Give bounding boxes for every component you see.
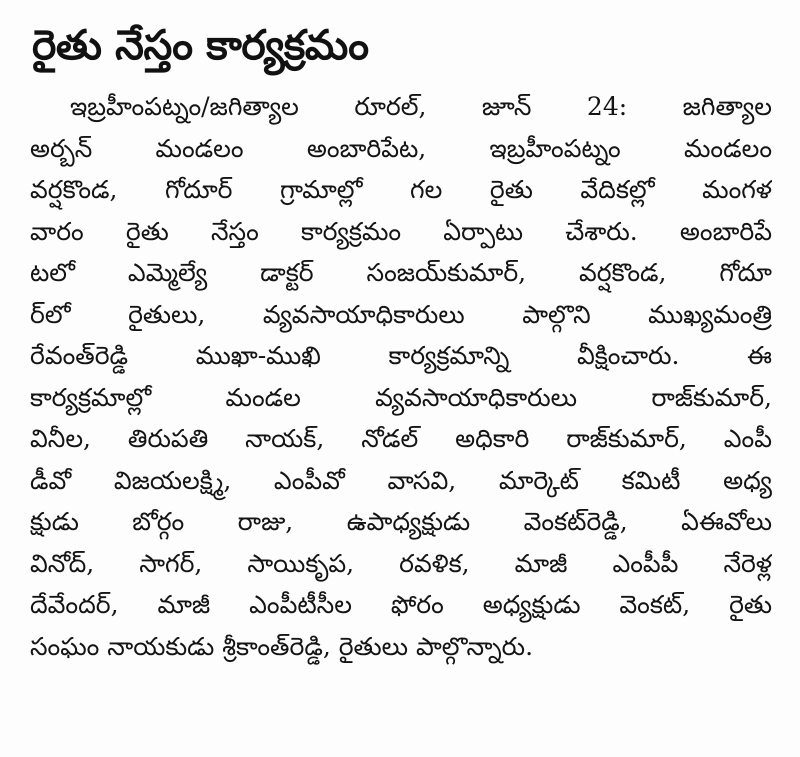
article-line: వినోద్, సాగర్, సాయికృప, రవళిక, మాజీ ఎంపీపీ నేరెళ్ల — [30, 548, 772, 578]
article-line: కార్యక్రమాల్లో మండల వ్యవసాయాధికారులు రాజ్‌కుమార్, — [30, 382, 772, 412]
article-line: క్షుడు బోర్గం రాజు, ఉపాధ్యక్షుడు వెంకట్‌రెడ్డి, ఏఈవోలు — [30, 507, 772, 536]
article-line: అర్బన్ మండలం అంబారిపేట, ఇబ్రహీంపట్నం మండలం — [30, 133, 772, 163]
article-line: ఇబ్రహీంపట్నం/జగిత్యాల రూరల్, జూన్ 24: జగిత్యాల — [70, 92, 772, 121]
article-line: డీవో విజయలక్ష్మి, ఎంపీవో వాసవి, మార్కెట్ కమిటీ అధ్య — [30, 465, 772, 495]
article-line: సంఘం నాయకుడు శ్రీకాంత్‌రెడ్డి, రైతులు పాల్గొన్నారు. — [30, 631, 534, 661]
article-line: వర్షకొండ, గోదూర్ గ్రామాల్లో గల రైతు వేదికల్లో మంగళ — [30, 175, 772, 204]
article-line: టలో ఎమ్మెల్యే డాక్టర్ సంజయ్‌కుమార్, వర్షకొండ, గోదూ — [30, 258, 772, 287]
article-line: రేవంత్‌రెడ్డి ముఖా-ముఖి కార్యక్రమాన్ని వీక్షించారు. ఈ — [30, 341, 772, 370]
article-line: వినీల, తిరుపతి నాయక్, నోడల్ అధికారి రాజ్‌కుమార్, ఎంపీ — [30, 424, 772, 453]
article-line: దేవేందర్, మాజీ ఎంపీటీసీల ఫోరం అధ్యక్షుడు వెంకట్, రైతు — [30, 590, 772, 619]
article-line: వారం రైతు నేస్తం కార్యక్రమం ఏర్పాటు చేశారు. అంబారిపే — [30, 216, 772, 246]
article-line: ర్‌లో రైతులు, వ్యవసాయాధికారులు పాల్గొని ముఖ్యమంత్రి — [30, 299, 772, 329]
article-headline: రైతు నేస్తం కార్యక్రమం — [32, 21, 369, 69]
article-body — [30, 86, 772, 667]
